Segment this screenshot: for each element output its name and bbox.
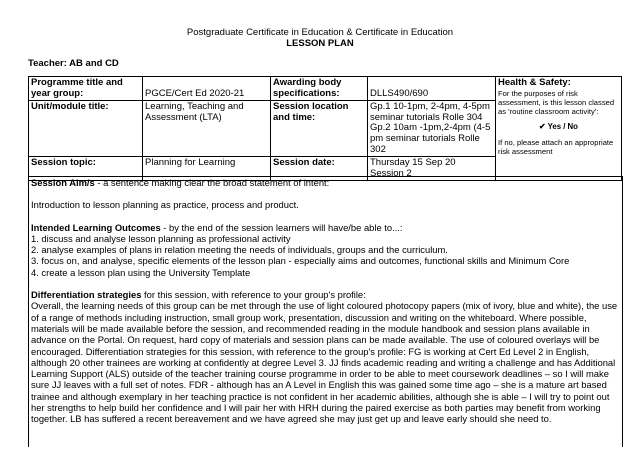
lesson-info-table	[28, 76, 622, 181]
aims-label: Session Aim/s	[31, 177, 95, 188]
unit-value: Learning, Teaching and Assessment (LTA)	[143, 101, 271, 157]
outcome-item: 4. create a lesson plan using the University Template	[31, 266, 251, 278]
health-title: Health & Safety:	[498, 77, 571, 88]
date-value-line1: Thursday 15 Sep 20	[370, 157, 456, 169]
outcome-item: 3. focus on, and analyse, specific elements of the lesson plan - especially aims and outcomes, functional skills and Minimum Core	[31, 255, 570, 267]
awarding-value: DLLS490/690	[368, 77, 496, 101]
location-value: Gp.1 10-1pm, 2-4pm, 4-5pm seminar tutorials Rolle 304 Gp.2 10am -1pm,2-4pm (4-5 pm seminar tutorials Rolle 302	[368, 101, 496, 157]
aims-intro: Introduction to lesson planning as practice, process and product.	[31, 199, 299, 211]
document-subtitle: LESSON PLAN	[286, 38, 354, 49]
yes-no-selection	[498, 122, 619, 133]
teacher-line: Teacher: AB and CD	[28, 58, 119, 69]
date-label: Session date:	[271, 157, 368, 181]
differentiation-label-rest: for this session, with reference to your group's profile:	[141, 289, 366, 301]
unit-label: Unit/module title:	[29, 101, 143, 157]
health-text: For the purposes of risk assessment, is this lesson classed as 'routine classroom activity':	[498, 88, 615, 116]
programme-label: Programme title and year group:	[29, 77, 143, 101]
outcome-item: 2. analyse examples of plans in relation meeting the needs of individuals, groups and the curriculum.	[31, 244, 448, 256]
yes-no-label: Yes / No	[547, 121, 578, 131]
session-aims-section	[28, 176, 623, 447]
ilo-label-rest: - by the end of the session learners will have/be able to...:	[160, 221, 403, 233]
ilo-label: Intended Learning Outcomes	[31, 221, 161, 233]
topic-value: Planning for Learning	[143, 157, 271, 181]
date-value-line2: Session 2	[370, 167, 412, 179]
programme-value: PGCE/Cert Ed 2020-21	[143, 77, 271, 101]
location-label: Session location and time:	[271, 101, 368, 157]
outcome-item: 1. discuss and analyse lesson planning as professional activity	[31, 232, 291, 244]
health-safety-cell	[496, 77, 622, 181]
document-title: Postgraduate Certificate in Education & Certificate in Education	[186, 27, 454, 38]
awarding-label: Awarding body specifications:	[271, 77, 368, 101]
topic-label: Session topic:	[29, 157, 143, 181]
differentiation-text: Overall, the learning needs of this group can be met through the use of light coloured photocopy papers (mix of ivory, blue and white), the use of a range of methods including instruction, small group work, presentation, discussion and writing on the whiteboard. Where possible, materials will be made available before the session, and recommended reading in the module handbook and session plans available in advance on the Portal. On request, hard copy of materials and session plans can be made available. The use of coloured overlays will be encouraged. Differentiation strategies for this session, with reference to the group's profile: FG is working at Cert Ed Level 2 in English, although 20 other trainees are working at confidently at degree Level 3. JJ finds academic reading and writing a challenge and has Additional Learning Support (ALS) outside of the teacher training course programme in order to be able to meet coursework deadlines – so I will make sure JJ leaves with a full set of notes. FDR - although has an A Level in English this was gained some time ago – she is a mature art based trainee and although exemplary in her teaching practice is not confident in her academic abilities, although she is able – I will try to point out her strengths to help build her confidence and I will pair her with HRH during the paired exercise as both parties may benefit from working together. LB has suffered a recent bereavement and we have agreed she may just get up and leave early should she need to.	[31, 300, 618, 425]
aims-label-rest: - a sentence making clear the broad statement of intent:	[94, 177, 330, 188]
check-icon: ✔	[539, 121, 546, 131]
health-note: If no, please attach an appropriate risk assessment	[498, 138, 614, 157]
differentiation-label: Differentiation strategies	[31, 289, 142, 301]
